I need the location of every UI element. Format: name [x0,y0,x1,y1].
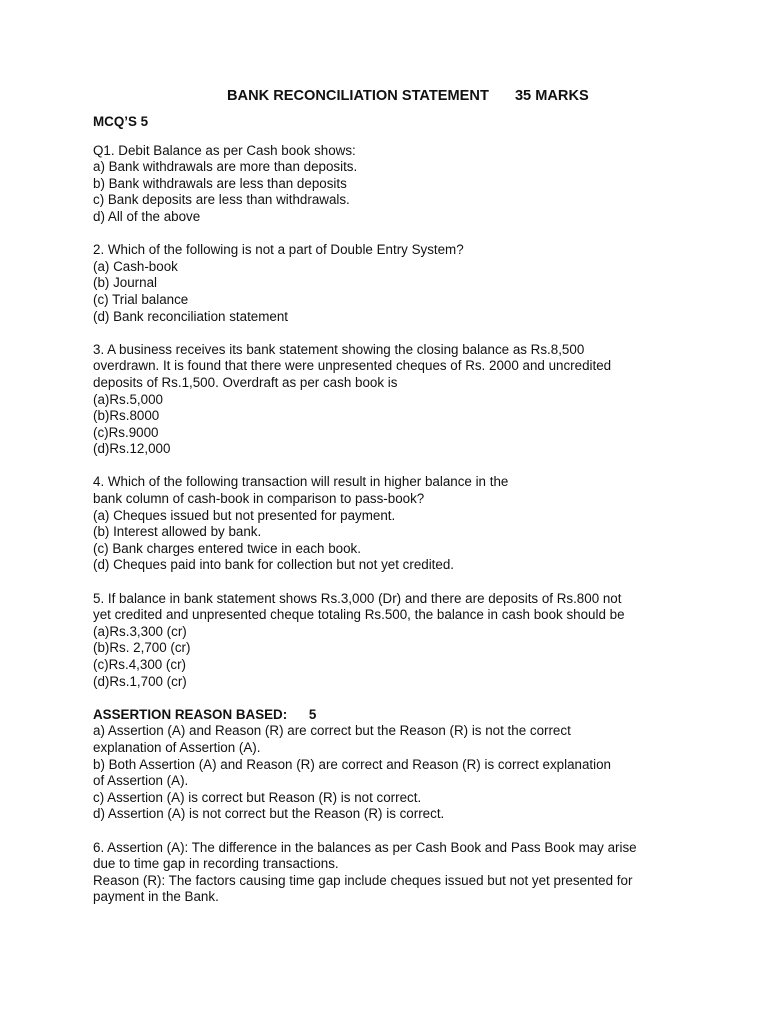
question-4-option-d: (d) Cheques paid into bank for collection but not yet credited. [93,557,455,573]
question-4-option-c: (c) Bank charges entered twice in each book. [93,540,361,556]
question-3-option-d: (d)Rs.12,000 [93,441,171,457]
question-5-option-a: (a)Rs.3,300 (cr) [93,623,187,639]
assertion-heading [93,707,708,724]
question-1-option-d: d) All of the above [93,208,201,224]
assertion-option-b-cont: of Assertion (A). [93,773,189,789]
mcq-heading: MCQ’S 5 [93,114,149,129]
question-3-option-a: (a)Rs.5,000 [93,391,163,407]
page-title [227,87,708,105]
title-text: BANK RECONCILIATION STATEMENT [227,88,489,104]
question-1-option-c: c) Bank deposits are less than withdrawals. [93,192,350,208]
question-3-option-b: (b)Rs.8000 [93,408,160,424]
question-5-line: yet credited and unpresented cheque totaling Rs.500, the balance in cash book should be [93,607,625,623]
question-3-line: 3. A business receives its bank statement showing the closing balance as Rs.8,500 [93,341,585,357]
question-4-option-b: (b) Interest allowed by bank. [93,524,262,540]
question-1 [93,143,708,226]
question-5-option-b: (b)Rs. 2,700 (cr) [93,640,191,656]
question-2-option-d: (d) Bank reconciliation statement [93,308,289,324]
question-2-line: 2. Which of the following is not a part of Double Entry System? [93,242,464,258]
question-6-reason-cont: payment in the Bank. [93,889,219,905]
question-2-option-a: (a) Cash-book [93,258,178,274]
assertion-option-a-cont: explanation of Assertion (A). [93,739,261,755]
question-1-option-b: b) Bank withdrawals are less than deposits [93,175,347,191]
question-5-option-c: (c)Rs.4,300 (cr) [93,657,187,672]
question-4-line: 4. Which of the following transaction will result in higher balance in the [93,474,509,490]
question-4-option-a: (a) Cheques issued but not presented for payment. [93,507,396,523]
assertion-option-a: a) Assertion (A) and Reason (R) are correct but the Reason (R) is not the correct [93,723,571,739]
question-3-option-c: (c)Rs.9000 [93,424,159,440]
question-6-assertion-cont: due to time gap in recording transactions. [93,856,339,872]
question-1-option-a: a) Bank withdrawals are more than deposits. [93,159,358,175]
question-6-reason: Reason (R): The factors causing time gap include cheques issued but not yet presented for [93,872,633,888]
question-5-option-d: (d)Rs.1,700 (cr) [93,673,187,689]
question-5 [93,591,708,691]
assertion-count: 5 [308,706,317,722]
assertion-heading-text: ASSERTION REASON BASED: [93,706,288,722]
assertion-option-c: c) Assertion (A) is correct but Reason (R) is not correct. [93,789,422,805]
total-marks: 35 MARKS [514,88,589,104]
question-3 [93,342,708,458]
question-6-assertion: 6. Assertion (A): The difference in the balances as per Cash Book and Pass Book may arise [93,839,637,855]
question-2 [93,242,708,325]
question-5-line: 5. If balance in bank statement shows Rs.3,000 (Dr) and there are deposits of Rs.800 not [93,590,622,606]
question-4-line: bank column of cash-book in comparison to pass-book? [93,491,425,507]
question-1-line: Q1. Debit Balance as per Cash book shows: [93,142,356,158]
question-3-line: overdrawn. It is found that there were unpresented cheques of Rs. 2000 and uncredited [93,358,612,374]
question-3-line: deposits of Rs.1,500. Overdraft as per cash book is [93,374,398,390]
assertion-options [93,723,708,823]
assertion-option-d: d) Assertion (A) is not correct but the Reason (R) is correct. [93,806,445,822]
question-6 [93,840,708,906]
question-2-option-b: (b) Journal [93,275,158,291]
assertion-option-b: b) Both Assertion (A) and Reason (R) are correct and Reason (R) is correct explanation [93,756,612,772]
question-2-option-c: (c) Trial balance [93,291,189,307]
question-4 [93,474,708,574]
